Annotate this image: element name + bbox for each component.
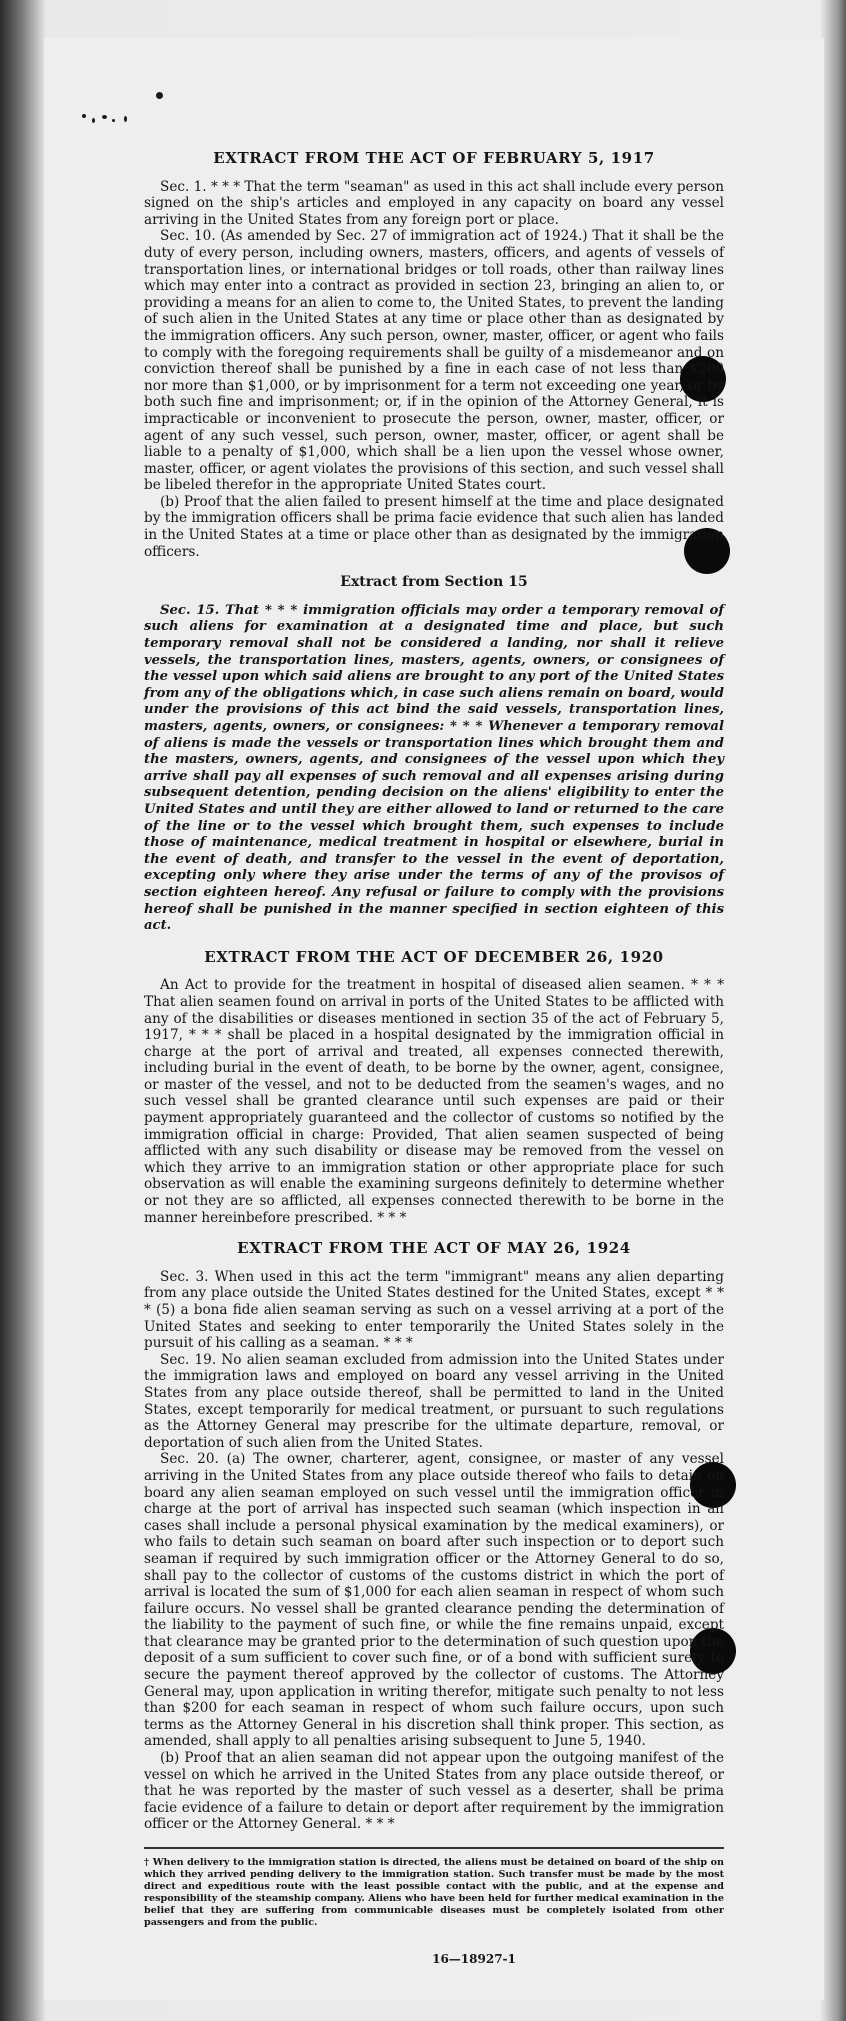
ink-speck xyxy=(102,115,107,119)
paragraph-sec-10-b: (b) Proof that the alien failed to present himself at the time and place designated by the immigration officers shall be prima facie evidence that such alien has landed in the United States at a time or place other than as designated by the immigration officers. xyxy=(144,493,724,560)
ink-specks xyxy=(80,92,160,132)
paragraph-sec-15: Sec. 15. That * * * immigration officials may order a temporary removal of such aliens for examination at a designated time and place, but such temporary removal shall not be considered a landing, nor shall it relieve vessels, the transportation lines, masters, agents, owners, or consignees of the vessel upon which said aliens are brought to any port of the United States from any of the obligations which, in case such aliens remain on board, would under the provisions of this act bind the said vessels, transportation lines, masters, agents, owners, or consignees: * * * Whenever a temporary removal of aliens is made the vessels or transportation lines which brought them and the masters, owners, agents, and consignees of the vessel upon which they arrive shall pay all expenses of such removal and all expenses arising during subsequent detention, pending decision on the aliens' eligibility to enter the United States and until they are either allowed to land or returned to the care of the line or to the vessel which brought them, such expenses to include those of maintenance, medical treatment in hospital or elsewhere, burial in the event of death, and transfer to the vessel in the event of deportation, excepting only where they arise under the terms of any of the provisos of section eighteen hereof. Any refusal or failure to comply with the provisions hereof shall be punished in the manner specified in section eighteen of this act. xyxy=(144,602,724,934)
section-15-extract xyxy=(144,574,724,934)
ink-speck xyxy=(112,119,115,122)
paragraph-sec-10: Sec. 10. (As amended by Sec. 27 of immigration act of 1924.) That it shall be the duty of every person, including owners, masters, officers, and agents of vessels of transportation lines, or international bridges or toll roads, other than railway lines which may enter into a contract as provided in section 23, bringing an alien to, or providing a means for an alien to come to, the United States, to prevent the landing of such alien in the United States at any time or place other than as designated by the immigration officers. Any such person, owner, master, officer, or agent who fails to comply with the foregoing requirements shall be guilty of a misdemeanor and on conviction thereof shall be punished by a fine in each case of not less than $200 nor more than $1,000, or by imprisonment for a term not exceeding one year, or by both such fine and imprisonment; or, if in the opinion of the Attorney General, it is impracticable or inconvenient to prosecute the person, owner, master, officer, or agent of any such vessel, such person, owner, master, officer, or agent shall be liable to a penalty of $1,000, which shall be a lien upon the vessel whose owner, master, officer, or agent violates the provisions of this section, and such vessel shall be libeled therefor in the appropriate United States court. xyxy=(144,228,724,494)
heading-section-15: Extract from Section 15 xyxy=(340,574,528,591)
section-act-1917 xyxy=(144,150,724,560)
ink-speck xyxy=(92,118,95,123)
heading-act-1917: EXTRACT FROM THE ACT OF FEBRUARY 5, 1917 xyxy=(213,149,655,167)
heading-act-1924: EXTRACT FROM THE ACT OF MAY 26, 1924 xyxy=(237,1239,631,1258)
form-number: 16—18927-1 xyxy=(432,1952,516,1966)
paragraph-sec-19: Sec. 19. No alien seaman excluded from admission into the United States under the immigration laws and employed on board any vessel arriving in the United States from any place outside thereof, shall be permitted to land in the United States, except temporarily for medical treatment, or pursuant to such regulations as the Attorney General may prescribe for the ultimate departure, removal, or deportation of such alien from the United States. xyxy=(144,1351,724,1451)
section-act-1920 xyxy=(144,949,724,1227)
heading-act-1920: EXTRACT FROM THE ACT OF DECEMBER 26, 1920 xyxy=(204,947,664,966)
paragraph-sec-20-a: Sec. 20. (a) The owner, charterer, agent, consignee, or master of any vessel arriving in the United States from any place outside thereof who fails to detain on board any alien seaman employed on such vessel until the immigration officer in charge at the port of arrival has inspected such seaman (which inspection in all cases shall include a personal physical examination by the medical examiners), or who fails to detain such seaman on board after such inspection or to deport such seaman if required by such immigration officer or the Attorney General to do so, shall pay to the collector of customs of the customs district in which the port of arrival is located the sum of $1,000 for each alien seaman in respect of whom such failure occurs. No vessel shall be granted clearance pending the determination of the liability to the payment of such fine, or while the fine remains unpaid, except that clearance may be granted prior to the determination of such question upon the deposit of a sum sufficient to cover such fine, or of a bond with sufficient surety to secure the payment thereof approved by the collector of customs. The Attorney General may, upon application in writing therefor, mitigate such penalty to not less than $200 for each seaman in respect of whom such failure occurs, upon such terms as the Attorney General in his discretion shall think proper. This section, as amended, shall apply to all penalties arising subsequent to June 5, 1940. xyxy=(144,1451,724,1750)
ink-speck xyxy=(156,92,163,99)
paragraph-sec-3: Sec. 3. When used in this act the term "immigrant" means any alien departing from any place outside the United States destined for the United States, except * * * (5) a bona fide alien seaman serving as such on a vessel arriving at a port of the United States and seeking to enter temporarily the United States solely in the pursuit of his calling as a seaman. * * * xyxy=(144,1268,724,1352)
ink-speck xyxy=(82,114,86,118)
document-body xyxy=(144,150,724,1968)
ink-speck xyxy=(124,116,127,122)
paragraph-act-1920: An Act to provide for the treatment in hospital of diseased alien seamen. * * * That alien seamen found on arrival in ports of the United States to be afflicted with any of the disabilities or diseases mentioned in section 35 of the act of February 5, 1917, * * * shall be placed in a hospital designated by the immigration official in charge at the port of arrival and treated, all expenses connected therewith, including burial in the event of death, to be borne by the owner, agent, consignee, or master of the vessel, and not to be deducted from the seamen's wages, and no such vessel shall be granted clearance until such expenses are paid or their payment appropriately guaranteed and the collector of customs so notified by the immigration official in charge: Provided, That alien seamen suspected of being afflicted with any such disability or disease may be removed from the vessel on which they arrive to an immigration station or other appropriate place for such observation as will enable the examining surgeons definitely to determine whether or not they are so afflicted, all expenses connected therewith to be borne in the manner hereinbefore prescribed. * * * xyxy=(144,977,724,1226)
footnote-divider xyxy=(144,1847,724,1849)
section-act-1924 xyxy=(144,1240,724,1833)
footnote: † When delivery to the immigration station is directed, the aliens must be detained on board of the ship on which they arrived pending delivery to the immigration station. Such transfer must be made by the most direct and expeditious route with the least possible contact with the public, and at the expense and responsibility of the steamship company. Aliens who have been held for further medical examination in the belief that they are suffering from communicable diseases must be completely isolated from other passengers and from the public. xyxy=(144,1857,724,1928)
paragraph-sec-20-b: (b) Proof that an alien seaman did not appear upon the outgoing manifest of the vessel on which he arrived in the United States from any place outside thereof, or that he was reported by the master of such vessel as a deserter, shall be prima facie evidence of a failure to detain or deport after requirement by the immigration officer or the Attorney General. * * * xyxy=(144,1750,724,1833)
paragraph-sec-1: Sec. 1. * * * That the term "seaman" as used in this act shall include every person signed on the ship's articles and employed in any capacity on board any vessel arriving in the United States from any foreign port or place. xyxy=(144,178,724,228)
